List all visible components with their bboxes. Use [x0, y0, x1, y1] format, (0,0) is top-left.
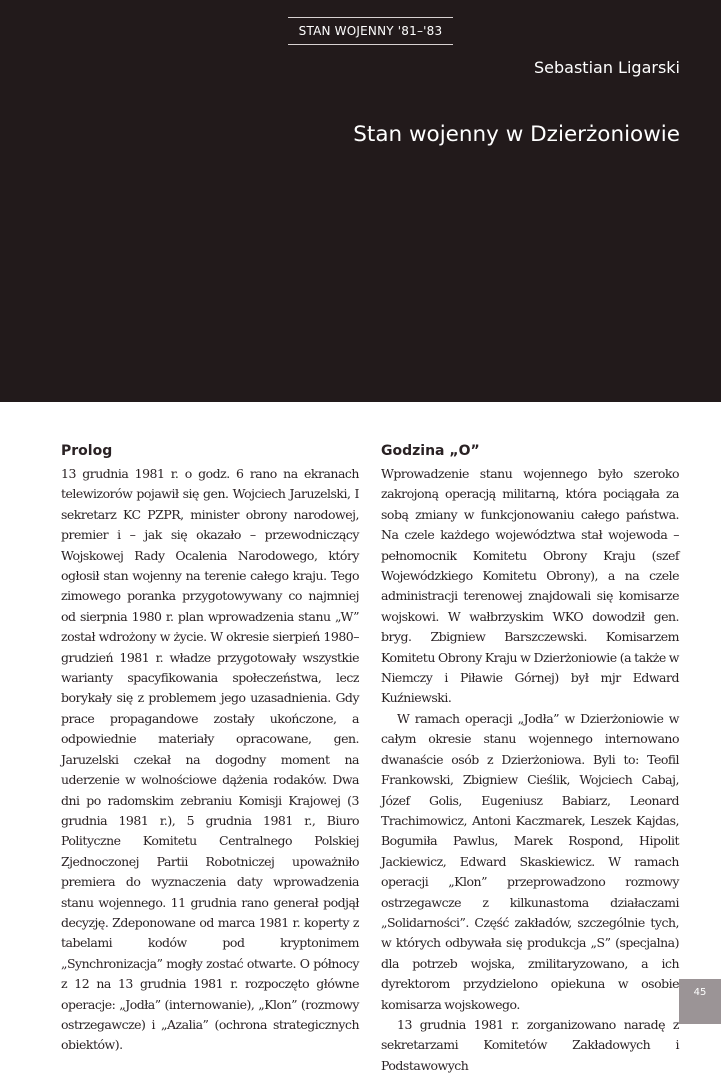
header-block	[0, 0, 721, 402]
page-number: 45	[679, 979, 721, 1024]
series-label: STAN WOJENNY '81–'83	[288, 17, 453, 45]
godzina-paragraph-1: Wprowadzenie stanu wojennego było szeroko zakrojoną operacją militarną, która pociągała za sobą zmiany w funkcjonowaniu całego państwa. Na czele każdego województwa stał wojewoda – pełnomocnik Komitetu Obrony Kraju (szef Wojewódzkiego Komitetu Obrony), a na czele administracji terenowej znajdowali się komisarze wojskowi. W wałbrzyskim WKO dowodził gen. bryg. Zbigniew Barszczewski. Komisarzem Komitetu Obrony Kraju w Dzierżoniowie (a także w Niemczy i Piławie Górnej) był mjr Edward Kuźniewski.	[381, 466, 679, 706]
section-heading-godzina: Godzina „O”	[381, 443, 480, 459]
left-column	[61, 441, 359, 1056]
right-column	[381, 441, 679, 1076]
godzina-paragraph-2: W ramach operacji „Jodła” w Dzierżoniowie w całym okresie stanu wojennego internowano dwanaście osób z Dzierżoniowa. Byli to: Teofil Frankowski, Zbigniew Cieślik, Wojciech Cabaj, Józef Golis, Eugeniusz Babiarz, Leonard Trachimowicz, Antoni Kaczmarek, Leszek Kajdas, Bogumiła Pawlus, Marek Rospond, Hipolit Jackiewicz, Edward Skaskiewicz. W ramach operacji „Klon” przeprowadzono rozmowy ostrzegawcze z kilkunastoma działaczami „Solidarności”. Część zakładów, szczególnie tych, w których odbywała się produkcja „S” (specjalna) dla potrzeb wojska, zmilitaryzowano, a ich dyrektorom przydzielono opiekuna w osobie komisarza wojskowego.	[381, 710, 679, 1012]
section-heading-prolog: Prolog	[61, 443, 113, 459]
godzina-paragraph-3: 13 grudnia 1981 r. zorganizowano naradę z sekretarzami Komitetów Zakładowych i Podstawowych	[381, 1016, 679, 1073]
prolog-paragraph: 13 grudnia 1981 r. o godz. 6 rano na ekranach telewizorów pojawił się gen. Wojciech Jaruzelski, I sekretarz KC PZPR, minister obrony narodowej, premier i – jak się okazało – przewodniczący Wojskowej Rady Ocalenia Narodowego, który ogłosił stan wojenny na terenie całego kraju. Tego zimowego poranka przygotowywany co najmniej od sierpnia 1980 r. plan wprowadzenia stanu „W” został wdrożony w życie. W okresie sierpień 1980–grudzień 1981 r. władze przygotowały wszystkie warianty spacyfikowania społeczeństwa, lecz borykały się z problemem jego uzasadnienia. Gdy prace propagandowe zostały ukończone, a odpowiednie materiały opracowane, gen. Jaruzelski czekał na dogodny moment na uderzenie w wolnościowe dążenia rodaków. Dwa dni po radomskim zebraniu Komisji Krajowej (3 grudnia 1981 r.), 5 grudnia 1981 r., Biuro Polityczne Komitetu Centralnego Polskiej Zjednoczonej Partii Robotniczej upoważniło premiera do wyznaczenia daty wprowadzenia stanu wojennego. 11 grudnia rano generał podjął decyzję. Zdeponowane od marca 1981 r. koperty z tabelami kodów pod kryptonimem „Synchronizacja” mogły zostać otwarte. O północy z 12 na 13 grudnia 1981 r. rozpoczęto główne operacje: „Jodła” (internowanie), „Klon” (rozmowy ostrzegawcze) i „Azalia” (ochrona strategicznych obiektów).	[61, 466, 359, 1053]
author-name: Sebastian Ligarski	[534, 58, 680, 77]
article-title: Stan wojenny w Dzierżoniowie	[353, 122, 680, 147]
